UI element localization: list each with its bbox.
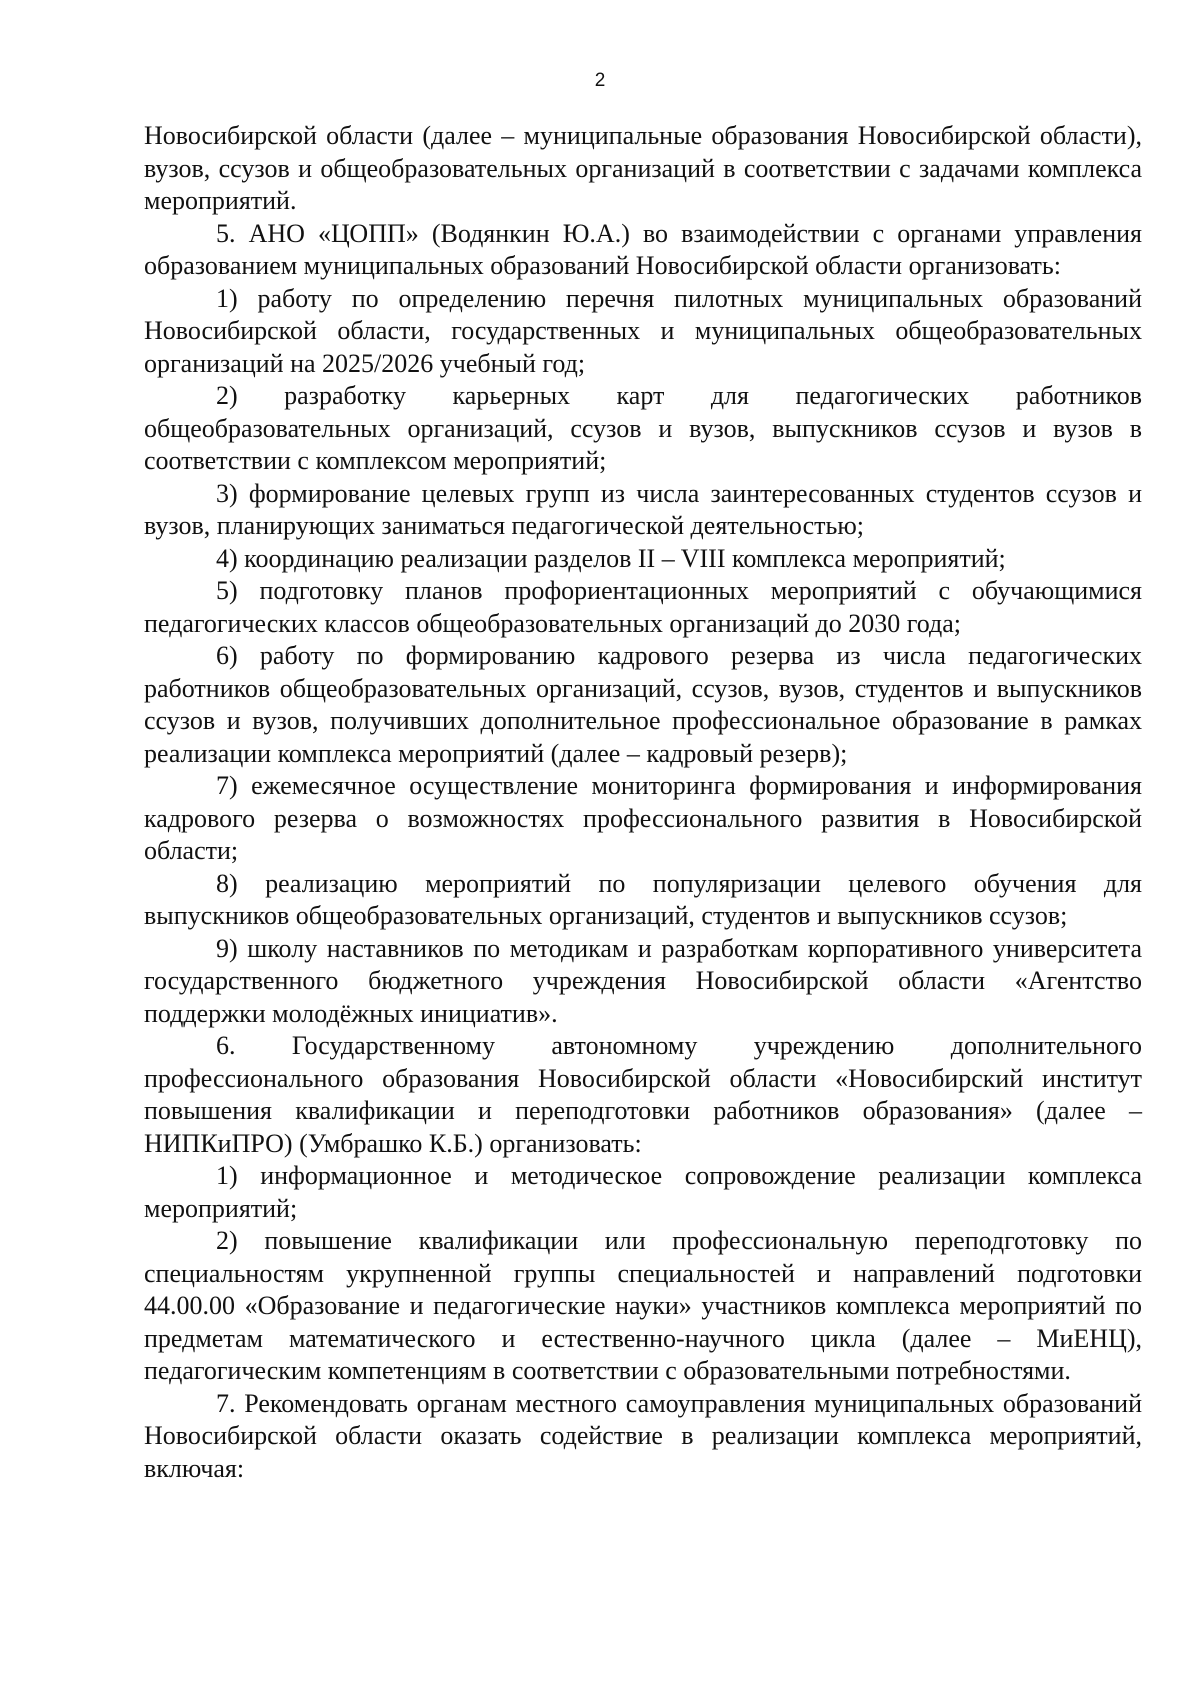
paragraph-item-7: 7. Рекомендовать органам местного самоуправления муниципальных образований Новосибирской области оказать содействие в реализации комплекса мероприятий, включая: (144, 1388, 1142, 1483)
page-number: 2 (594, 70, 606, 91)
paragraph-item-6: 6. Государственному автономному учреждению дополнительного профессионального образования Новосибирской области «Новосибирский институт повышения квалификации и переподготовки работников образования» (далее – НИПКиПРО) (Умбрашко К.Б.) организовать: (144, 1031, 1142, 1158)
subitem-5-6: 6) работу по формированию кадрового резерва из числа педагогических работников общеобразовательных организаций, ссузов, вузов, студентов и выпускников ссузов и вузов, получивших дополнительное профессиональное образование в рамках реализации комплекса мероприятий (далее – кадровый резерв); (144, 641, 1142, 768)
subitem-5-7: 7) ежемесячное осуществление мониторинга формирования и информирования кадрового резерва о возможностях профессионального развития в Новосибирской области; (144, 771, 1142, 865)
paragraph-continuation: Новосибирской области (далее – муниципальные образования Новосибирской области), вузов, ссузов и общеобразовательных организаций в соответствии с задачами комплекса мероприятий. (144, 121, 1142, 215)
document-body (144, 120, 1142, 1485)
subitem-5-5: 5) подготовку планов профориентационных мероприятий с обучающимися педагогических классов общеобразовательных организаций до 2030 года; (144, 576, 1142, 638)
subitem-5-3: 3) формирование целевых групп из числа заинтересованных студентов ссузов и вузов, планирующих заниматься педагогической деятельностью; (144, 478, 1142, 540)
subitem-5-2: 2) разработку карьерных карт для педагогических работников общеобразовательных организаций, ссузов и вузов, выпускников ссузов и вузов в соответствии с комплексом мероприятий; (144, 381, 1142, 475)
subitem-5-4: 4) координацию реализации разделов II – VIII комплекса мероприятий; (216, 543, 1006, 573)
subitem-5-1: 1) работу по определению перечня пилотных муниципальных образований Новосибирской области, государственных и муниципальных общеобразовательных организаций на 2025/2026 учебный год; (144, 283, 1142, 378)
subitem-6-1: 1) информационное и методическое сопровождение реализации комплекса мероприятий; (144, 1161, 1142, 1223)
paragraph-item-5: 5. АНО «ЦОПП» (Водянкин Ю.А.) во взаимодействии с органами управления образованием муниципальных образований Новосибирской области организовать: (144, 218, 1142, 280)
subitem-5-9: 9) школу наставников по методикам и разработкам корпоративного университета государственного бюджетного учреждения Новосибирской области «Агентство поддержки молодёжных инициатив». (144, 933, 1142, 1028)
subitem-5-8: 8) реализацию мероприятий по популяризации целевого обучения для выпускников общеобразовательных организаций, студентов и выпускников ссузов; (144, 868, 1142, 930)
subitem-6-2: 2) повышение квалификации или профессиональную переподготовку по специальностям укрупненной группы специальностей и направлений подготовки 44.00.00 «Образование и педагогические науки» участников комплекса мероприятий по предметам математического и естественно-научного цикла (далее – МиЕНЦ), педагогическим компетенциям в соответствии с образовательными потребностями. (144, 1226, 1142, 1385)
